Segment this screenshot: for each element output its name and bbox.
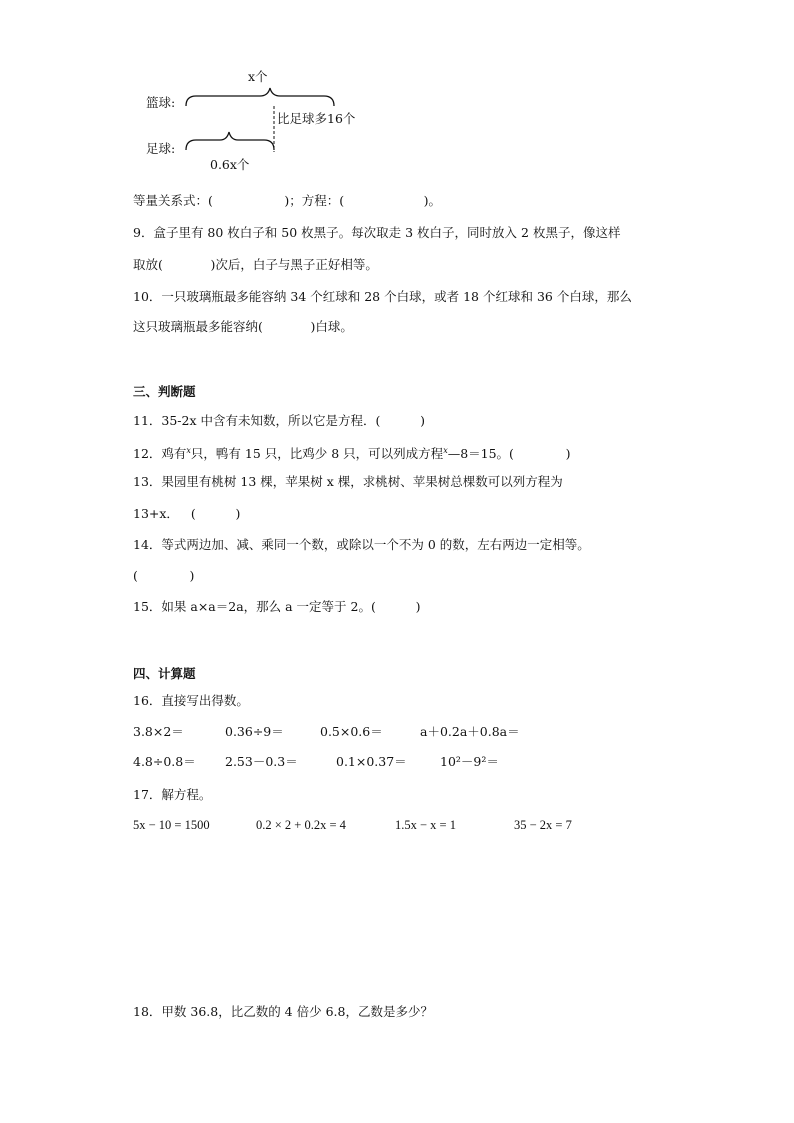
q14-line-2: ( ): [133, 568, 195, 583]
q12-part-b: 只，鸭有 15 只，比鸡少 8 只，可以列成方程: [190, 446, 444, 462]
q9-line-2: 取放( )次后，白子与黑子正好相等。: [133, 257, 378, 272]
section-4-heading: 四、计算题: [133, 666, 196, 681]
equation-item: 1.5x − x = 1: [395, 818, 456, 832]
q17-line: 17．解方程。: [133, 787, 212, 802]
q12-part-c: —8＝15。( ): [447, 446, 571, 462]
q8-relation-line: 等量关系式：( )；方程：( )。: [133, 193, 441, 208]
section-3-heading: 三、判断题: [133, 384, 196, 399]
diagram-football-label: 足球:: [146, 141, 176, 156]
diagram-bottom-label: 0.6x个: [210, 157, 250, 172]
q11-line: 11．35-2x 中含有未知数，所以它是方程．( ): [133, 413, 425, 428]
q10-line-2: 这只玻璃瓶最多能容纳( )白球。: [133, 319, 353, 334]
equation-item: 35 − 2x = 7: [514, 818, 572, 832]
calc-item: 2.53－0.3＝: [225, 754, 298, 769]
q13-line-1: 13．果园里有桃树 13 棵，苹果树 x 棵，求桃树、苹果树总棵数可以列方程为: [133, 474, 563, 489]
calc-item: 0.36÷9＝: [225, 724, 284, 739]
q16-line: 16．直接写出得数。: [133, 693, 249, 708]
diagram-top-label: x个: [248, 69, 268, 84]
q9-line-1: 9．盒子里有 80 枚白子和 50 枚黑子。每次取走 3 枚白子，同时放入 2 枚黑子，像这样: [133, 225, 621, 240]
q12-line: [133, 442, 570, 463]
q12-part-a: 12．鸡有: [133, 446, 187, 462]
equation-item: 5x − 10 = 1500: [133, 818, 210, 832]
calc-item: a＋0.2a＋0.8a＝: [420, 724, 520, 739]
q10-line-1: 10．一只玻璃瓶最多能容纳 34 个红球和 28 个白球，或者 18 个红球和 36 个白球，那么: [133, 289, 632, 304]
line-segment-diagram: [140, 66, 390, 176]
calc-item: 10²－9²＝: [440, 754, 499, 769]
calc-item: 0.1×0.37＝: [336, 754, 407, 769]
q14-line-1: 14．等式两边加、减、乘同一个数，或除以一个不为 0 的数，左右两边一定相等。: [133, 537, 590, 552]
q12-x-var: x: [186, 446, 191, 455]
calc-item: 0.5×0.6＝: [320, 724, 383, 739]
calc-item: 4.8÷0.8＝: [133, 754, 196, 769]
calc-item: 3.8×2＝: [133, 724, 184, 739]
q12-x-var-2: x: [443, 446, 448, 455]
diagram-difference-label: 比足球多16个: [277, 111, 356, 126]
q15-line: 15．如果 a×a＝2a，那么 a 一定等于 2。( ): [133, 599, 421, 614]
diagram-basketball-label: 篮球:: [146, 95, 176, 110]
q13-line-2: 13+x． ( ): [133, 506, 241, 521]
equation-item: 0.2 × 2 + 0.2x = 4: [256, 818, 346, 832]
q18-line: 18．甲数 36.8，比乙数的 4 倍少 6.8，乙数是多少？: [133, 1004, 433, 1019]
